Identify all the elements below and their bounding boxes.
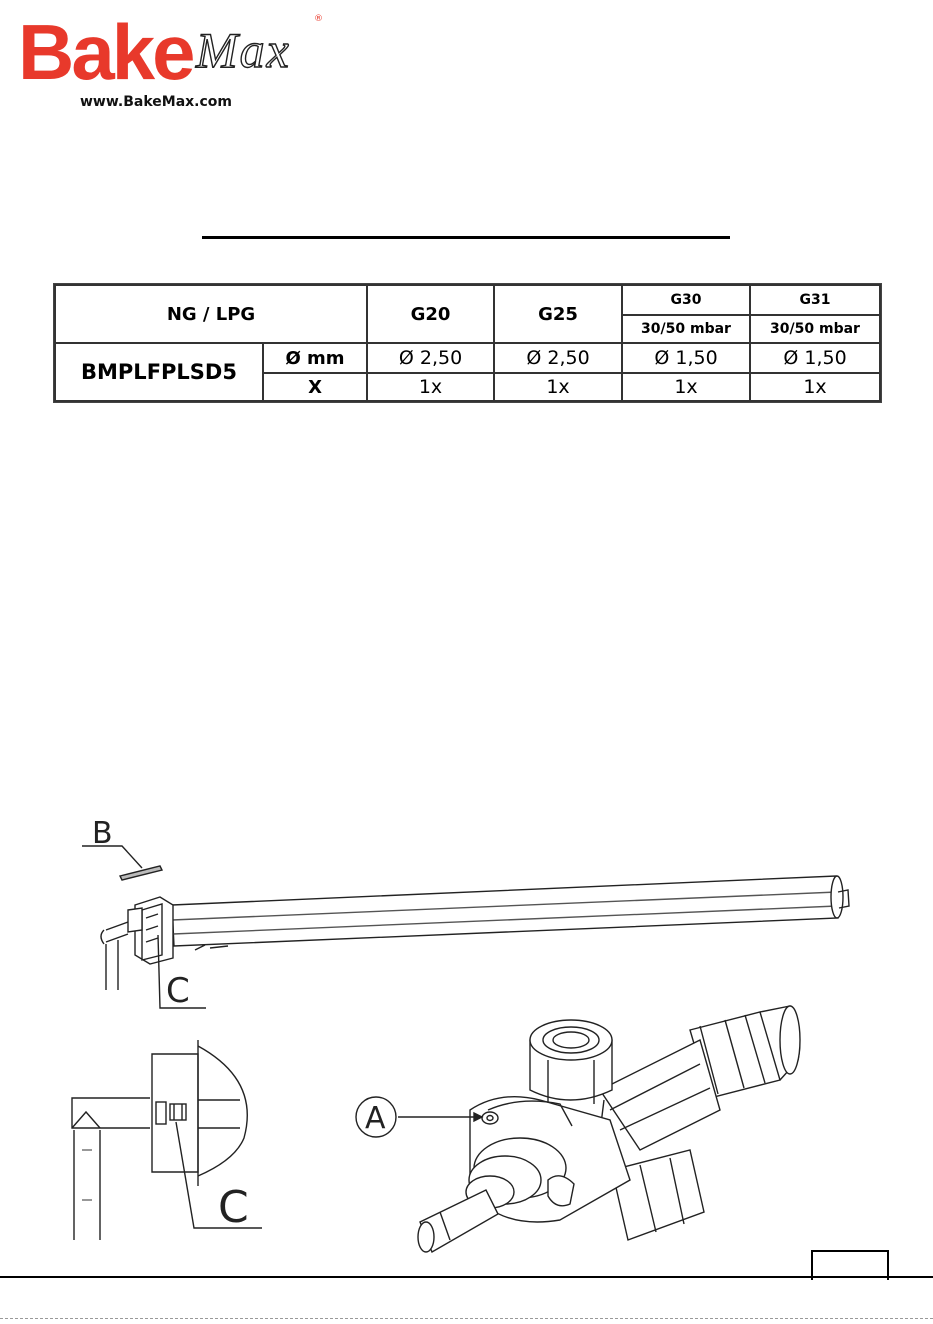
diameter-g30: Ø 1,50 (622, 343, 750, 373)
page-edge-dotted (0, 1318, 933, 1319)
footer-rule (0, 1276, 933, 1278)
logo-url: www.BakeMax.com (80, 94, 233, 110)
header-g31: G31 (750, 285, 880, 315)
row-label-diameter: Ø mm (263, 343, 367, 373)
label-b-leader (82, 846, 162, 880)
model-cell: BMPLFPLSD5 (55, 343, 263, 401)
quantity-g31: 1x (750, 373, 880, 401)
quantity-g30: 1x (622, 373, 750, 401)
header-g25: G25 (494, 285, 622, 343)
header-g30: G30 (622, 285, 750, 315)
burner-tube-drawing (101, 876, 849, 990)
row-label-quantity: X (263, 373, 367, 401)
diameter-g25: Ø 2,50 (494, 343, 622, 373)
quantity-g25: 1x (494, 373, 622, 401)
header-g31-pressure: 30/50 mbar (750, 315, 880, 343)
header-gas-type: NG / LPG (55, 285, 367, 343)
header-g20: G20 (367, 285, 494, 343)
diameter-g20: Ø 2,50 (367, 343, 494, 373)
logo-text-bake: Bake (18, 8, 193, 96)
label-c-detail: C (218, 1182, 249, 1233)
label-b: B (92, 816, 113, 851)
registered-mark: ® (314, 14, 323, 24)
header-g30-pressure: 30/50 mbar (622, 315, 750, 343)
quantity-g20: 1x (367, 373, 494, 401)
diameter-g31: Ø 1,50 (750, 343, 880, 373)
gas-valve-drawing (356, 1006, 800, 1252)
logo-text-max: Max (196, 22, 291, 78)
label-a: A (365, 1101, 386, 1136)
label-c-top: C (166, 971, 190, 1011)
